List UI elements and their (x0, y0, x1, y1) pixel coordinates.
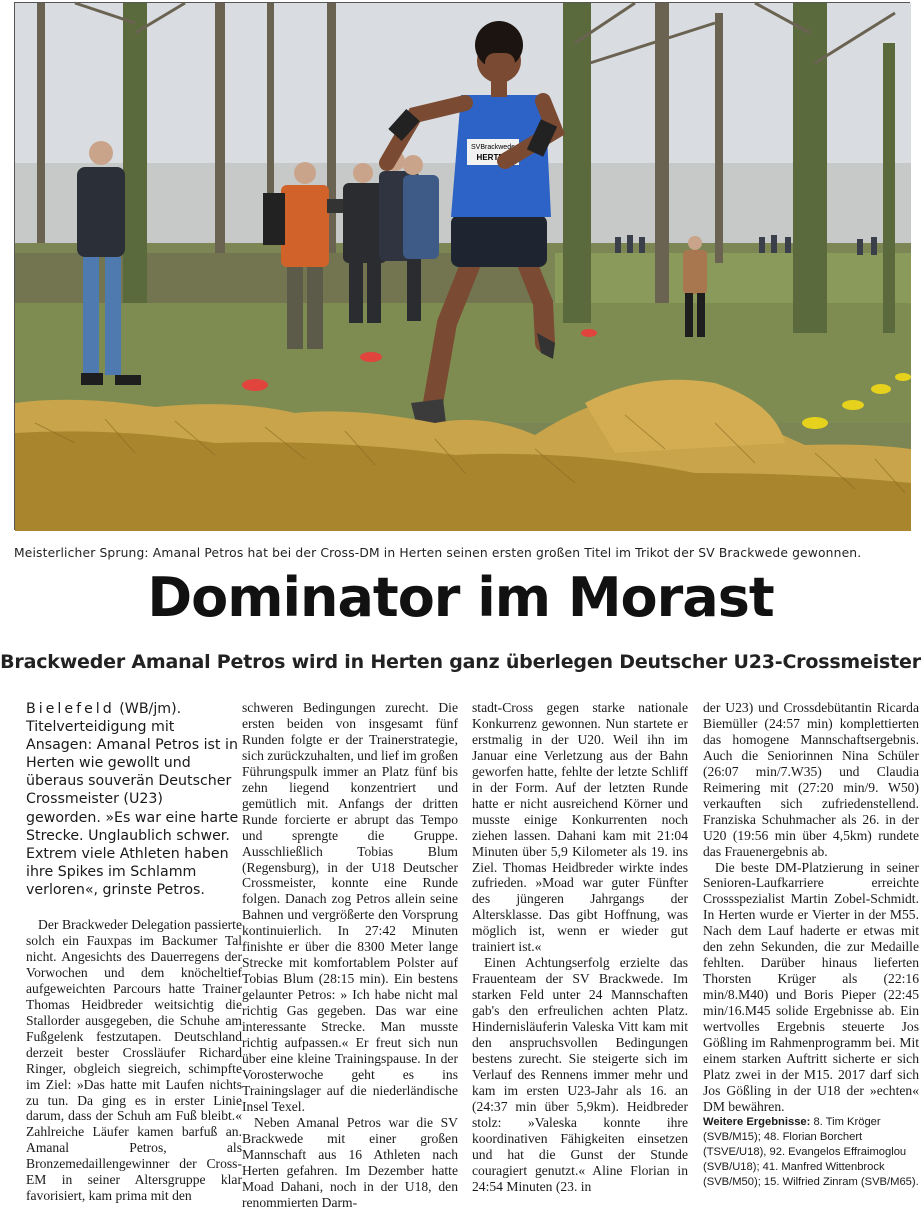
article-column-3 (472, 700, 688, 1195)
paragraph: stadt-Cross gegen starke nationale Konkurrenz gewonnen. Nun startete er erstmalig in der U20. Weil ihn im Januar eine Verletzung aus der Bahn geworfen hatte, fehlte der letzte Schliff in der Form. Auf der letzten Runde hatte er nicht ausreichend Körner und musste einige Konkurrenten noch ziehen lassen. Dahani kam mit 21:04 Minuten über 5,9 Kilometer als 19. ins Ziel. Thomas Heidbreder wirkte indes zufrieden. »Moad war guter Fünfter des jüngeren Jahrgangs der Altersklasse. Das gibt Hoffnung, was möglich ist, wenn er wieder gut trainiert ist.« (472, 700, 688, 955)
dateline: Bielefeld (26, 701, 115, 717)
subheadline: Brackweder Amanal Petros wird in Herten ganz überlegen Deutscher U23-Crossmeister (0, 651, 921, 673)
article-column-2 (242, 700, 458, 1211)
article-photo (14, 2, 910, 530)
article-intro (26, 700, 242, 899)
bib-number: HERTEN (476, 153, 510, 162)
paragraph: schweren Bedingungen zurecht. Die ersten beiden von insgesamt fünf Runden folgte er der Trainerstrategie, sich zurückzuhalten, und lief im großen Führungspulk immer an Platz fünf bis zehn liegend konzentriert und gemütlich mit. Anfangs der dritten Runde forcierte er abrupt das Tempo und sprengte die Gruppe. Ausschließlich Tobias Blum (Regensburg), in der U18 Deutscher Crossmeister, konnte eine Runde folgen. Danach zog Petros allein seine Bahnen und vergrößerte den Vorsprung kontinuierlich. In 27:42 Minuten finishte er über die 8300 Meter lange Strecke mit komfortablem Polster auf Tobias Blum (28:15 min). Ein bestens gelaunter Petros: » Ich habe nicht mal richtig Gas gegeben. Das war eine interessante Strecke. Man musste richtig aufpassen.« Er freut sich nun über eine kleine Trainingspause. In der Vorosterwoche geht es ins Trainingslager auf die niederländische Insel Texel. (242, 700, 458, 1114)
paragraph: Neben Amanal Petros war die SV Brackwede mit einer großen Mannschaft aus 16 Athleten nach Herten gefahren. Im Dezember hatte Moad Dahani, noch in der U18, den renommierten Darm- (242, 1114, 458, 1210)
results-text: 8. Tim Kröger (SVB/M15); 48. Florian Borchert (TSVE/U18), 92. Evangelos Effraimoglou (SVB/U18); 41. Manfred Wittenbrock (SVB/M50); 15. Wilfried Zinram (SVB/M65). (703, 1115, 919, 1188)
bib-label: SVBrackwede (471, 144, 515, 151)
article-column-1 (26, 700, 242, 1204)
headline: Dominator im Morast (147, 566, 774, 629)
paragraph: Die beste DM-Platzierung in seiner Senioren-Laufkarriere erreichte Crossspezialist Martin Zobel-Schmidt. In Herten wurde er Vierter in der M55. Nach dem Lauf haderte er etwas mit den zehn Sekunden, die zur Medaille fehlten. Darüber hinaus lieferten Thorsten Krüger als (22:16 min/8.M40) und Boris Pieper (22:45 min/16.M45 solide Ergebnisse ab. Ein wertvolles Ergebnis steuerte Jos Gößling im Rahmenprogramm bei. Mit einem starken Auftritt sicherte er sich Platz zwei in der M15. 2017 darf sich Jos Gößling in der U18 der »echten« DM bewähren. (703, 859, 919, 1114)
photo-illustration (15, 3, 911, 531)
photo-caption: Meisterlicher Sprung: Amanal Petros hat bei der Cross-DM in Herten seinen ersten großen Titel im Trikot der SV Brackwede gewonnen. (14, 546, 862, 560)
paragraph: Der Brackweder Delegation passierte solch ein Fauxpas im Backumer Tal nicht. Angesichts des Dauerregens der Vorwochen und dem knöcheltief aufgeweichten Parcours hatte Trainer Thomas Heidbreder weitsichtig die Stallorder ausgegeben, die Schuhe am Fußgelenk festzutapen. Deutschland derzeit bester Crossläufer Richard Ringer, obgleich siegreich, schimpfte im Ziel: »Das hatte mit Laufen nichts zu tun. Da ging es in erster Linie darum, dass der Schuh am Fuß bleibt.« Zahlreiche Läufer kamen barfuß an. Amanal Petros, als Bronzemedaillengewinner der Cross-EM in seiner Altersgruppe klar favorisiert, kam prima mit den (26, 917, 242, 1204)
results-box (703, 1115, 919, 1190)
article-column-4 (703, 700, 919, 1190)
paragraph: Einen Achtungserfolg erzielte das Frauenteam der SV Brackwede. Im starken Feld unter 24 Mannschaften gab's den erfreulichen achten Platz. Hindernisläuferin Valeska Vitt kam mit den anspruchsvollen Bedingungen bestens zurecht. Sie steigerte sich im Verlauf des Rennens immer mehr und kam im ersten U23-Jahr als 16. an (24:37 min über 5,9km). Heidbreder stolz: »Valeska konnte ihre koordinativen Fähigkeiten einsetzen und hat die Gunst der Stunde couragiert genutzt.« Aline Florian in 24:54 Minuten (23. in (472, 955, 688, 1194)
results-label: Weitere Ergebnisse: (703, 1115, 811, 1128)
intro-text: (WB/jm). Titelverteidigung mit Ansagen: Amanal Petros ist in Herten wie gewollt und überaus souverän Deutscher Crossmeister (U23) geworden. »Es war eine harte Strecke. Unglaublich schwer. Extrem viele Athleten haben ihre Spikes im Schlamm verloren«, grinste Petros. (26, 701, 239, 898)
paragraph: der U23) und Crossdebütantin Ricarda Biemüller (24:57 min) komplettierten das homogene Mannschaftsergebnis. Auch die Seniorinnen Nina Schüler (26:07 min/7.W35) und Claudia Reimering mit (27:20 min/9. W50) verkauften sich zufriedenstellend. Franziska Schuhmacher als 26. in der U20 (19:56 min über 4,5km) rundete das Frauenergebnis ab. (703, 700, 919, 859)
